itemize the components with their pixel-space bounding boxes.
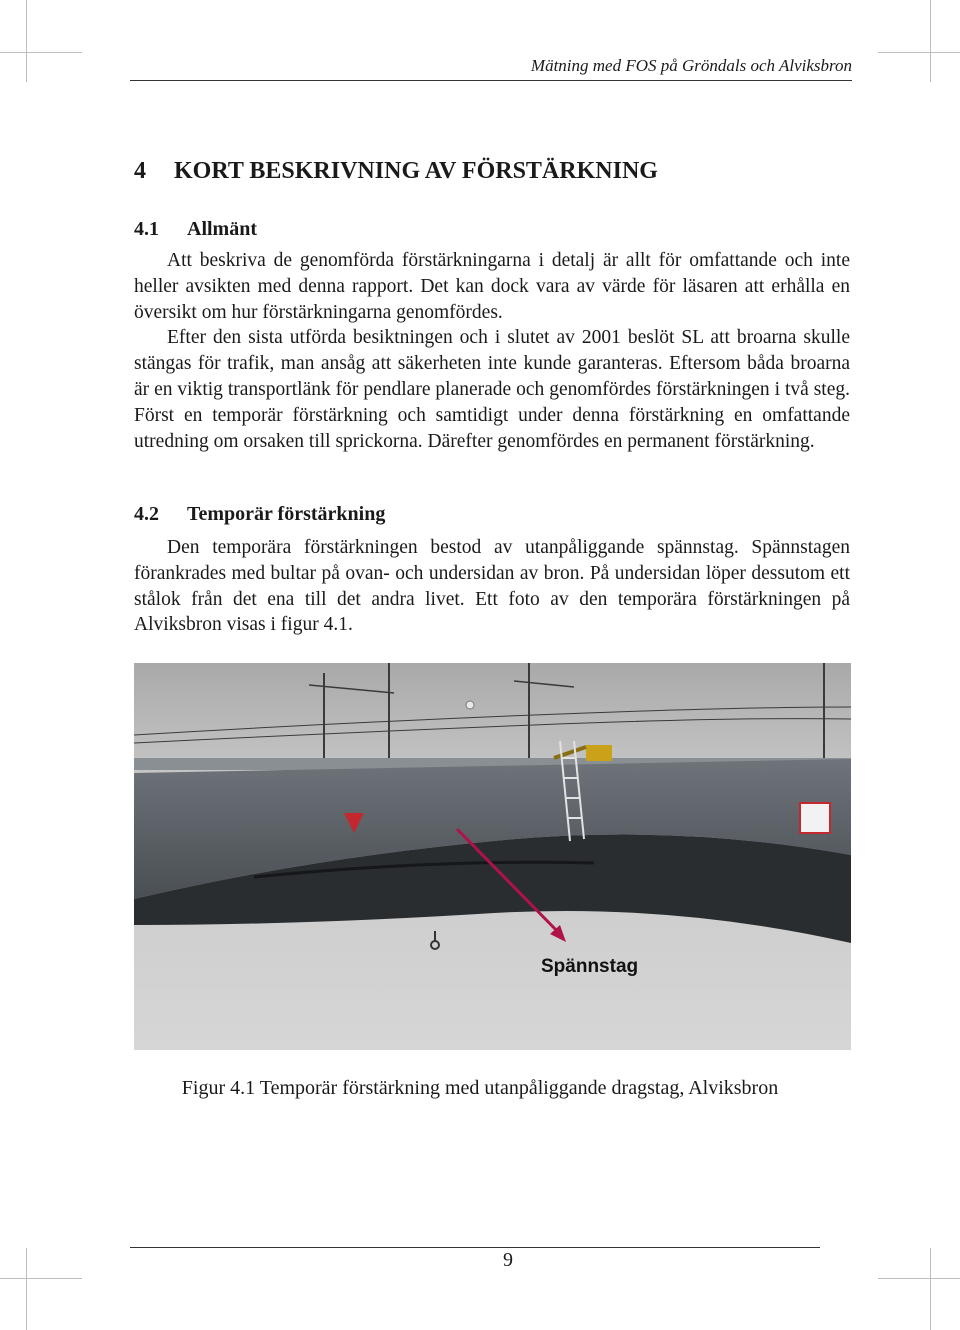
paragraph: Efter den sista utförda besiktningen och i slutet av 2001 beslöt SL att broarna skulle stängas för trafik, man ansåg att säkerheten inte kunde garanteras. Eftersom båda broarna är en viktig transportlänk för pendlare planerade och genomfördes förstärkningen i två steg. Först en temporär förstärkning och samtidigt under denna förstärkning en omfattande utredning om orsaken till sprickorna. Därefter genomfördes en permanent förstärkning. (134, 327, 850, 452)
footer-rule (130, 1247, 820, 1248)
crop-mark (26, 0, 27, 82)
section-body (134, 248, 850, 454)
crop-mark (0, 52, 82, 53)
sign-plate (800, 803, 830, 833)
chapter-number: 4 (134, 158, 146, 184)
crop-mark (878, 1278, 960, 1279)
figure-caption: Figur 4.1 Temporär förstärkning med utanpåliggande dragstag, Alviksbron (181, 1077, 779, 1099)
crop-mark (0, 1278, 82, 1279)
crop-mark (878, 52, 960, 53)
figure-annotation: Spännstag (541, 956, 639, 977)
section-number: 4.1 (134, 218, 159, 240)
section-heading (134, 218, 257, 241)
section-title: Allmänt (187, 218, 257, 240)
section-body (134, 535, 850, 638)
section-number: 4.2 (134, 503, 159, 525)
paragraph: Att beskriva de genomförda förstärkningarna i detalj är allt för omfattande och inte heller avsikten med denna rapport. Det kan dock vara av värde för läsaren att erhålla en översikt om hur förstärkningarna genomfördes. (134, 250, 850, 323)
bridge-photo-graphic (134, 663, 851, 1050)
paragraph: Den temporära förstärkningen bestod av utanpåliggande spännstag. Spännstagen förankrades med bultar på ovan- och undersidan av bron. På undersidan löper dessutom ett stålok från det ena till det andra livet. Ett foto av den temporära förstärkningen på Alviksbron visas i figur 4.1. (134, 537, 850, 636)
crop-mark (930, 0, 931, 82)
page-number: 9 (503, 1249, 513, 1271)
lamp (466, 701, 474, 709)
running-header: Mätning med FOS på Gröndals och Alviksbron (130, 56, 852, 81)
section-title: Temporär förstärkning (187, 503, 386, 525)
chapter-heading (134, 158, 658, 185)
chapter-title: KORT BESKRIVNING AV FÖRSTÄRKNING (174, 158, 658, 184)
bridge-photo (134, 663, 851, 1050)
section-heading (134, 503, 385, 526)
